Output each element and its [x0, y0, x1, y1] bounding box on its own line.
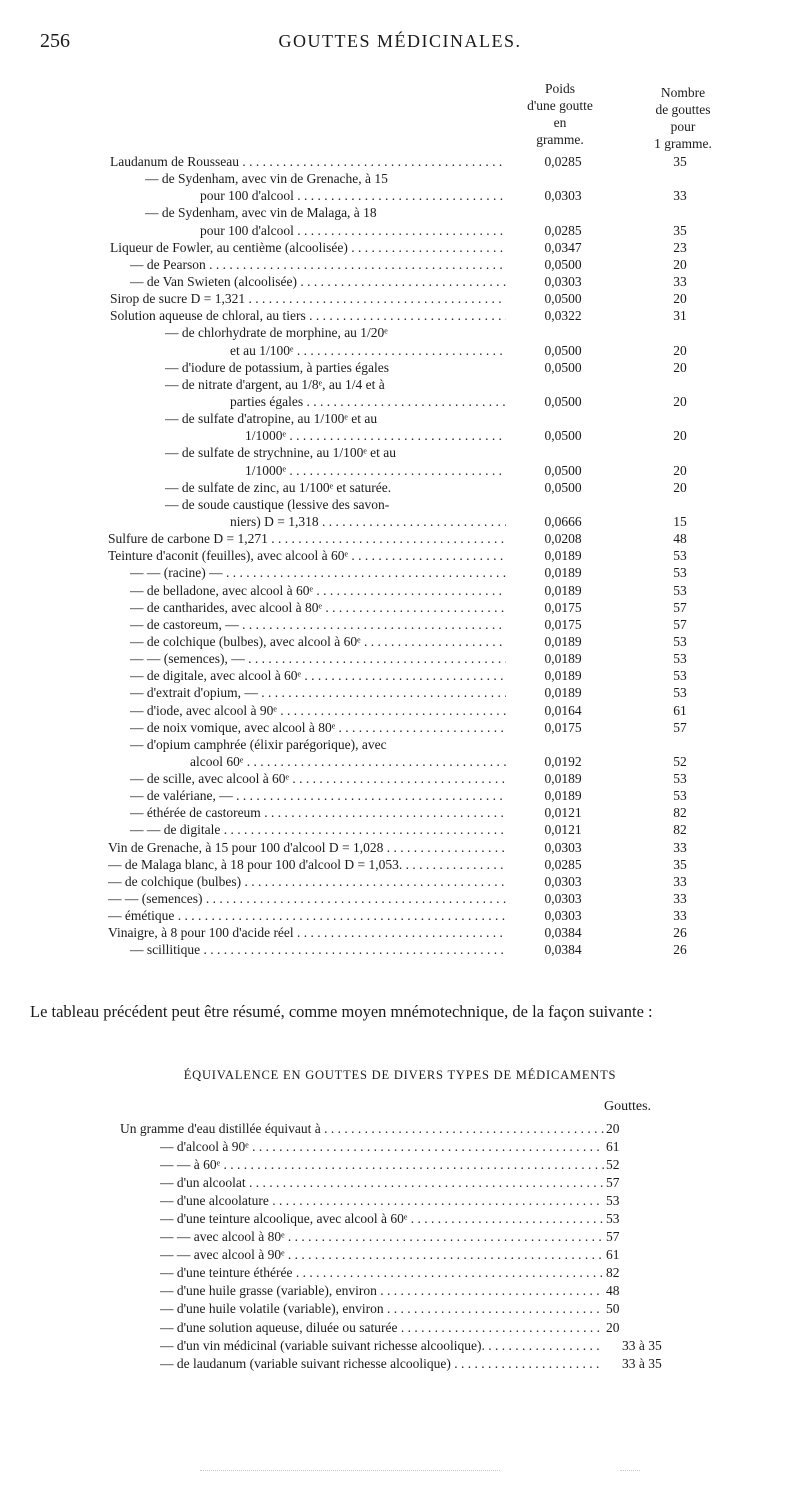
drop-weight-table — [0, 153, 800, 959]
drop-weight-value: 0,0303 — [544, 839, 582, 855]
footer-rule — [620, 1470, 640, 1471]
table-row — [0, 256, 800, 273]
row-label: Sirop de sucre D = 1,321 . . . — [110, 290, 506, 307]
drops-value: 61 — [606, 1247, 620, 1263]
table-row — [0, 1138, 800, 1156]
drop-weight-value: 0,0121 — [544, 822, 582, 838]
row-label: — d'une teinture éthérée . . . — [160, 1264, 604, 1282]
table-row — [0, 324, 800, 341]
table-row — [0, 564, 800, 581]
footer-rule — [200, 1470, 500, 1471]
row-label: — de Malaga blanc, à 18 pour 100 d'alcool D = 1,053. . . . — [108, 856, 506, 873]
table-row — [0, 873, 800, 890]
table-row — [0, 393, 800, 410]
drop-weight-value: 0,0322 — [544, 308, 582, 324]
row-label: Sulfure de carbone D = 1,271 . . . — [108, 530, 506, 547]
drop-count-value: 53 — [673, 548, 687, 564]
header-line: 1 gramme. — [654, 136, 712, 151]
drop-weight-value: 0,0500 — [544, 479, 582, 495]
table-row — [0, 1246, 800, 1264]
row-label: — — de digitale . . . — [130, 821, 506, 838]
table-row — [0, 427, 800, 444]
drop-count-value: 52 — [673, 753, 687, 769]
table-row — [0, 376, 800, 393]
row-label: — scillitique . . . — [130, 941, 506, 958]
drops-value: 48 — [606, 1283, 620, 1299]
row-label: Liqueur de Fowler, au centième (alcoolisée) . . . — [110, 239, 506, 256]
drop-count-value: 57 — [673, 616, 687, 632]
table-row — [0, 273, 800, 290]
row-label: — de cantharides, avec alcool à 80ᵉ . . . — [130, 599, 506, 616]
drop-weight-value: 0,0189 — [544, 788, 582, 804]
drop-count-value: 26 — [673, 925, 687, 941]
table-row — [0, 547, 800, 564]
table-row — [0, 1264, 800, 1282]
row-label: — de Sydenham, avec vin de Malaga, à 18 — [145, 205, 377, 221]
row-label: — de valériane, — . . . — [130, 787, 506, 804]
drop-count-value: 53 — [673, 651, 687, 667]
drop-weight-value: 0,0500 — [544, 428, 582, 444]
drop-count-value: 15 — [673, 513, 687, 529]
table-row — [0, 821, 800, 838]
drop-count-value: 57 — [673, 599, 687, 615]
table-row — [0, 462, 800, 479]
header-line: gramme. — [536, 132, 584, 147]
table-row — [0, 1337, 800, 1355]
drop-weight-value: 0,0189 — [544, 565, 582, 581]
drops-value: 61 — [606, 1139, 620, 1155]
table-row — [0, 719, 800, 736]
drop-count-value: 53 — [673, 685, 687, 701]
drop-weight-value: 0,0189 — [544, 633, 582, 649]
header-line: Poids — [544, 81, 575, 96]
drop-weight-value: 0,0175 — [544, 616, 582, 632]
row-label: — d'une huile volatile (variable), environ . . . — [160, 1300, 604, 1318]
table-row — [0, 650, 800, 667]
table-row — [0, 307, 800, 324]
row-label: — de castoreum, — . . . — [130, 616, 506, 633]
drops-value: 53 — [606, 1211, 620, 1227]
table-row — [0, 187, 800, 204]
row-label: — de sulfate de zinc, au 1/100ᵉ et saturée. — [165, 479, 392, 495]
row-label: Vin de Grenache, à 15 pour 100 d'alcool D = 1,028 . . . — [108, 839, 506, 856]
drop-count-value: 33 — [673, 273, 687, 289]
row-label: — — (semences) . . . — [108, 890, 506, 907]
table-row — [0, 359, 800, 376]
drop-weight-value: 0,0192 — [544, 753, 582, 769]
table-row — [0, 839, 800, 856]
header-line: pour — [670, 119, 696, 134]
row-label: niers) D = 1,318 . . . — [230, 513, 506, 530]
table-row — [0, 1156, 800, 1174]
row-label: — de belladone, avec alcool à 60ᵉ . . . — [130, 582, 506, 599]
drop-count-value: 33 — [673, 873, 687, 889]
drop-count-value: 20 — [673, 393, 687, 409]
drop-weight-value: 0,0303 — [544, 273, 582, 289]
row-label: — d'une alcoolature . . . — [160, 1192, 604, 1210]
drop-weight-value: 0,0500 — [544, 342, 582, 358]
drop-weight-value: 0,0189 — [544, 771, 582, 787]
table-row — [0, 444, 800, 461]
row-label: Solution aqueuse de chloral, au tiers . . . — [110, 307, 506, 324]
drop-weight-value: 0,0189 — [544, 582, 582, 598]
drop-count-value: 53 — [673, 771, 687, 787]
drop-count-value: 20 — [673, 342, 687, 358]
drop-weight-value: 0,0384 — [544, 925, 582, 941]
table-row — [0, 924, 800, 941]
header-line: d'une goutte — [527, 98, 593, 113]
drop-count-value: 31 — [673, 308, 687, 324]
row-label: — de digitale, avec alcool à 60ᵉ . . . — [130, 667, 506, 684]
drop-count-value: 33 — [673, 891, 687, 907]
column-header-count — [633, 84, 733, 152]
row-label: 1/1000ᵉ . . . — [245, 427, 506, 444]
row-label: — de sulfate de strychnine, au 1/100ᵉ et au — [165, 445, 397, 461]
table-row — [0, 770, 800, 787]
row-label: — d'une solution aqueuse, diluée ou saturée . . . — [160, 1319, 604, 1337]
drop-count-value: 20 — [673, 291, 687, 307]
drop-count-value: 26 — [673, 942, 687, 958]
table-row — [0, 1120, 800, 1138]
table-row — [0, 204, 800, 221]
drops-value: 20 — [606, 1121, 620, 1136]
table-row — [0, 856, 800, 873]
row-label: — d'opium camphrée (élixir parégorique), avec — [130, 736, 387, 752]
table-row — [0, 1355, 800, 1373]
drop-count-value: 48 — [673, 531, 687, 547]
row-label: pour 100 d'alcool . . . — [200, 222, 506, 239]
row-label: — d'alcool à 90ᵉ . . . — [160, 1138, 604, 1156]
table-row — [0, 1282, 800, 1300]
drop-weight-value: 0,0347 — [544, 239, 582, 255]
table-row — [0, 170, 800, 187]
drop-count-value: 35 — [673, 154, 687, 169]
row-label: — — (semences), — . . . — [130, 650, 506, 667]
row-label: — de soude caustique (lessive des savon- — [165, 496, 390, 512]
drops-value: 33 à 35 — [622, 1337, 662, 1353]
row-label: — de noix vomique, avec alcool à 80ᵉ . . . — [130, 719, 506, 736]
drop-count-value: 61 — [673, 702, 687, 718]
row-label: — de sulfate d'atropine, au 1/100ᵉ et au — [165, 411, 378, 427]
drop-weight-value: 0,0285 — [544, 222, 582, 238]
table-row — [0, 530, 800, 547]
table-row — [0, 290, 800, 307]
row-label: Teinture d'aconit (feuilles), avec alcool à 60ᵉ . . . — [108, 547, 506, 564]
equivalence-table — [0, 1120, 800, 1373]
drop-weight-value: 0,0189 — [544, 685, 582, 701]
drop-weight-value: 0,0164 — [544, 702, 582, 718]
drop-count-value: 33 — [673, 908, 687, 924]
column-header-weight — [510, 80, 610, 148]
row-label: — de chlorhydrate de morphine, au 1/20ᵉ — [165, 325, 388, 341]
table-row — [0, 753, 800, 770]
table-row — [0, 1210, 800, 1228]
drop-count-value: 53 — [673, 668, 687, 684]
table-row — [0, 890, 800, 907]
drop-weight-value: 0,0384 — [544, 942, 582, 958]
drop-weight-value: 0,0175 — [544, 599, 582, 615]
drop-weight-value: 0,0285 — [544, 856, 582, 872]
drop-weight-value: 0,0121 — [544, 805, 582, 821]
drops-value: 57 — [606, 1229, 620, 1245]
table-row — [0, 787, 800, 804]
row-label: — de laudanum (variable suivant richesse alcoolique) . . . — [160, 1355, 600, 1373]
table-row — [0, 1300, 800, 1318]
table-row — [0, 1192, 800, 1210]
drops-value: 57 — [606, 1175, 620, 1191]
drops-value: 53 — [606, 1193, 620, 1209]
row-label: Laudanum de Rousseau . . . — [110, 153, 506, 170]
row-label: Un gramme d'eau distillée équivaut à . . . — [120, 1120, 604, 1138]
drop-count-value: 53 — [673, 788, 687, 804]
row-label: — d'une teinture alcoolique, avec alcool à 60ᵉ . . . — [160, 1210, 604, 1228]
drop-count-value: 20 — [673, 256, 687, 272]
row-label: — d'un vin médicinal (variable suivant richesse alcoolique). . . . — [160, 1337, 602, 1355]
table-row — [0, 907, 800, 924]
table-row — [0, 479, 800, 496]
table-row — [0, 496, 800, 513]
drops-value: 52 — [606, 1157, 620, 1173]
drop-count-value: 20 — [673, 359, 687, 375]
header-line: en — [553, 115, 567, 130]
table-row — [0, 702, 800, 719]
table-row — [0, 342, 800, 359]
row-label: — éthérée de castoreum . . . — [130, 804, 506, 821]
table-row — [0, 684, 800, 701]
table-row — [0, 1174, 800, 1192]
drop-count-value: 23 — [673, 239, 687, 255]
drop-weight-value: 0,0285 — [544, 154, 582, 169]
drop-weight-value: 0,0189 — [544, 548, 582, 564]
table-row — [0, 633, 800, 650]
row-label: — de Van Swieten (alcoolisée) . . . — [130, 273, 506, 290]
drop-weight-value: 0,0189 — [544, 668, 582, 684]
row-label: — de nitrate d'argent, au 1/8ᵉ, au 1/4 et à — [165, 376, 385, 392]
table-row — [0, 153, 800, 170]
row-label: — — avec alcool à 80ᵉ . . . — [160, 1228, 604, 1246]
table-row — [0, 736, 800, 753]
drop-weight-value: 0,0189 — [544, 651, 582, 667]
row-label: et au 1/100ᵉ . . . — [230, 342, 506, 359]
table-row — [0, 410, 800, 427]
drop-count-value: 20 — [673, 428, 687, 444]
drop-weight-value: 0,0208 — [544, 531, 582, 547]
drop-weight-value: 0,0500 — [544, 393, 582, 409]
drop-weight-value: 0,0666 — [544, 513, 582, 529]
row-label: — d'un alcoolat . . . — [160, 1174, 604, 1192]
row-label: — d'iode, avec alcool à 90ᵉ . . . — [130, 702, 506, 719]
row-label: — de scille, avec alcool à 60ᵉ . . . — [130, 770, 506, 787]
drop-count-value: 35 — [673, 222, 687, 238]
drops-value: 50 — [606, 1301, 620, 1317]
drop-count-value: 20 — [673, 462, 687, 478]
table-row — [0, 582, 800, 599]
drop-count-value: 33 — [673, 839, 687, 855]
table-row — [0, 941, 800, 958]
running-head: GOUTTES MÉDICINALES. — [278, 31, 522, 51]
drop-weight-value: 0,0303 — [544, 891, 582, 907]
drop-count-value: 57 — [673, 719, 687, 735]
row-label: Vinaigre, à 8 pour 100 d'acide réel . . . — [108, 924, 506, 941]
drops-value: 33 à 35 — [622, 1355, 662, 1371]
table-row — [0, 616, 800, 633]
table-row — [0, 513, 800, 530]
table-row — [0, 222, 800, 239]
table-row — [0, 599, 800, 616]
table-row — [0, 804, 800, 821]
drops-value: 82 — [606, 1265, 620, 1281]
row-label: — — avec alcool à 90ᵉ . . . — [160, 1246, 604, 1264]
drop-weight-value: 0,0500 — [544, 256, 582, 272]
row-label: parties égales . . . — [230, 393, 506, 410]
drop-count-value: 53 — [673, 582, 687, 598]
row-label: pour 100 d'alcool . . . — [200, 187, 506, 204]
drop-count-value: 35 — [673, 856, 687, 872]
row-label: — d'extrait d'opium, — . . . — [130, 684, 506, 701]
drop-weight-value: 0,0500 — [544, 359, 582, 375]
table-row — [0, 1228, 800, 1246]
drop-count-value: 82 — [673, 822, 687, 838]
row-label: — de Sydenham, avec vin de Grenache, à 15 — [145, 171, 388, 187]
drop-weight-value: 0,0303 — [544, 873, 582, 889]
row-label: — d'iodure de potassium, à parties égales — [165, 359, 389, 375]
row-label: — — (racine) — . . . — [130, 564, 506, 581]
drop-weight-value: 0,0500 — [544, 291, 582, 307]
row-label: — — à 60ᵉ . . . — [160, 1156, 604, 1174]
row-label: — émétique . . . — [108, 907, 506, 924]
row-label: — de Pearson . . . — [130, 256, 506, 273]
row-label: — d'une huile grasse (variable), environ . . . — [160, 1282, 604, 1300]
header-line: Nombre — [660, 85, 706, 100]
table-row — [0, 239, 800, 256]
drops-column-header: Gouttes. — [604, 1099, 652, 1114]
drop-weight-value: 0,0303 — [544, 908, 582, 924]
table-row — [0, 667, 800, 684]
drop-count-value: 20 — [673, 479, 687, 495]
drop-count-value: 53 — [673, 633, 687, 649]
row-label: — de colchique (bulbes), avec alcool à 60ᵉ . . . — [130, 633, 506, 650]
drop-count-value: 53 — [673, 565, 687, 581]
row-label: — de colchique (bulbes) . . . — [108, 873, 506, 890]
drop-weight-value: 0,0303 — [544, 188, 582, 204]
drop-count-value: 82 — [673, 805, 687, 821]
page-number: 256 — [40, 30, 70, 52]
row-label: alcool 60ᵉ . . . — [190, 753, 506, 770]
row-label: 1/1000ᵉ . . . — [245, 462, 506, 479]
drops-value: 20 — [606, 1319, 620, 1335]
drop-weight-value: 0,0500 — [544, 462, 582, 478]
table-row — [0, 1319, 800, 1337]
summary-paragraph: Le tableau précédent peut être résumé, comme moyen mnémotechnique, de la façon suivante : — [30, 1002, 653, 1021]
drop-count-value: 33 — [673, 188, 687, 204]
header-line: de gouttes — [655, 102, 711, 117]
equivalence-table-title: ÉQUIVALENCE EN GOUTTES DE DIVERS TYPES DE MÉDICAMENTS — [183, 1068, 617, 1082]
drop-weight-value: 0,0175 — [544, 719, 582, 735]
